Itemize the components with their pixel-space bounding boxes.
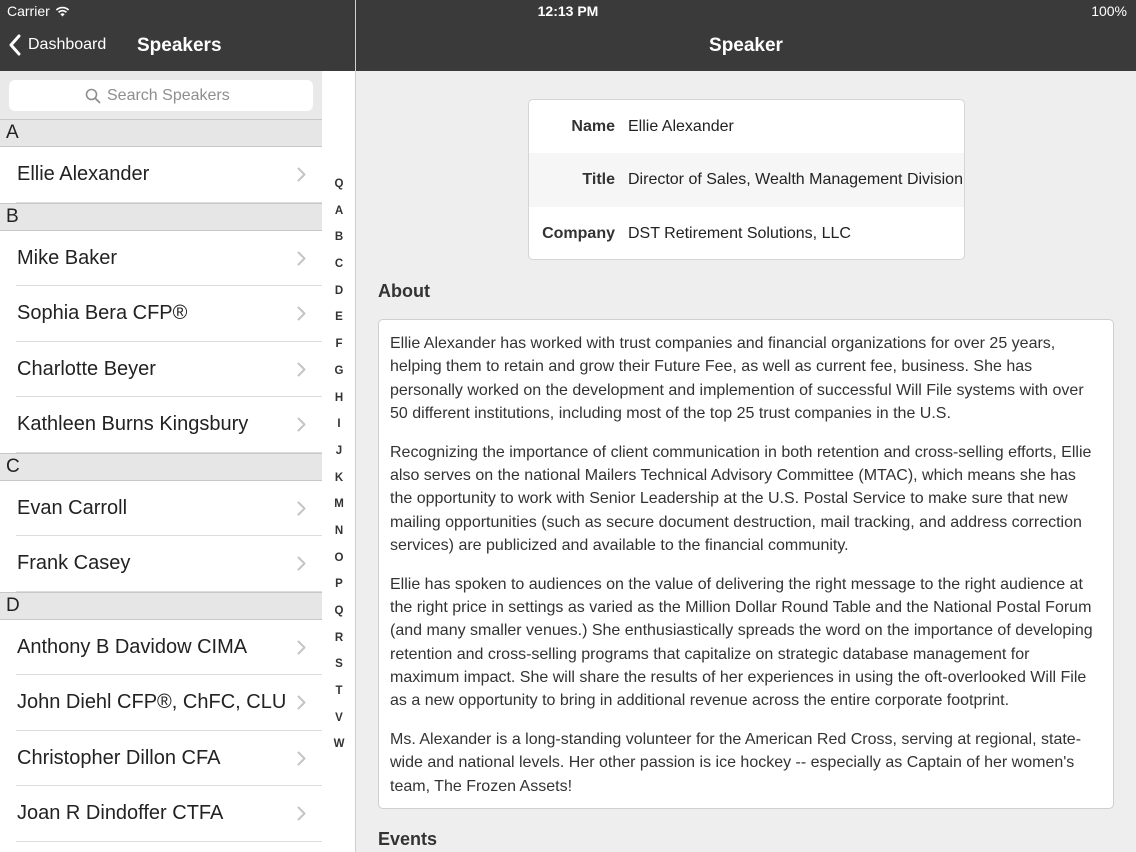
about-paragraph: Ellie has spoken to audiences on the value of delivering the right message to the right audience at the right price in settings as varied as the Million Dollar Round Table and the National Postal Forum (and many smaller venues.) She enthusiastically spreads the word on the importance of developing retention and cross-selling programs that capitalize on strategic database management for maximum impact. She will share the results of her experiences in using the oft-overlooked Will File as a new opportunity to bring in additional revenue across the entire corporate footprint.: [390, 575, 1093, 710]
name-label: Name: [571, 118, 615, 135]
speaker-list: [0, 119, 322, 842]
about-box: [378, 319, 1114, 809]
chevron-left-icon: [8, 34, 22, 56]
status-bar: [0, 0, 1136, 22]
speaker-row[interactable]: [0, 620, 322, 676]
chevron-right-icon: [297, 306, 306, 321]
index-letter[interactable]: E: [335, 311, 343, 324]
index-letter[interactable]: J: [335, 444, 343, 457]
index-letter[interactable]: M: [334, 498, 344, 511]
chevron-right-icon: [297, 362, 306, 377]
index-letter[interactable]: S: [335, 658, 343, 671]
master-nav-bar: [0, 22, 355, 71]
detail-nav-bar: [356, 22, 1136, 71]
section-header: C: [0, 453, 322, 481]
speaker-row[interactable]: [0, 675, 322, 731]
about-paragraph: Ellie Alexander has worked with trust companies and financial organizations for over 25 years, helping them to retain and grow their Future Fee, as well as current fee, business. She has personally worked on the development and implemention of successful Will File systems with over 50 different institutions, including most of the top 25 trust companies in the U.S.: [390, 335, 1084, 422]
speaker-detail: [356, 71, 1136, 852]
index-letter[interactable]: A: [334, 204, 344, 217]
title-row: [529, 153, 964, 206]
speaker-row[interactable]: [0, 481, 322, 537]
master-title: Speakers: [137, 35, 222, 56]
speaker-name: Evan Carroll: [17, 496, 128, 519]
index-letter[interactable]: Q: [334, 178, 344, 190]
chevron-right-icon: [297, 251, 306, 266]
index-letter[interactable]: T: [335, 685, 343, 698]
index-letter[interactable]: P: [335, 578, 343, 591]
chevron-right-icon: [297, 501, 306, 516]
speaker-row[interactable]: [0, 286, 322, 342]
company-value: DST Retirement Solutions, LLC: [628, 224, 851, 242]
index-letter[interactable]: I: [337, 418, 341, 431]
chevron-right-icon: [297, 556, 306, 571]
speaker-row[interactable]: [0, 536, 322, 592]
speaker-name: Frank Casey: [17, 552, 131, 574]
about-paragraph: Ms. Alexander is a long-standing volunteer for the American Red Cross, serving at regional, state-wide and national levels. Her other passion is ice hockey -- especially as Captain of her women's team, The Frozen Assets!: [390, 730, 1082, 795]
speaker-row[interactable]: [0, 231, 322, 287]
index-letter[interactable]: R: [334, 631, 344, 644]
chevron-right-icon: [297, 417, 306, 432]
search-icon: [85, 88, 101, 104]
chevron-right-icon: [297, 695, 306, 710]
speaker-row[interactable]: [0, 786, 322, 842]
battery-level: 100%: [1091, 3, 1127, 19]
row-separator: [16, 591, 322, 592]
about-paragraph: Recognizing the importance of client communication in both retention and cross-selling efforts, Ellie also serves on the national Mailers Technical Advisory Committee (MTAC), which means she has the opportunity to work with Senior Leadership at the U.S. Postal Service to make sure that new mailing opportunities (such as secure document destruction, mail tracking, and address correction services) are publicized and available to the financial community.: [390, 443, 1092, 554]
speaker-name: Ellie Alexander: [17, 163, 150, 185]
back-button[interactable]: [8, 34, 106, 56]
index-letter[interactable]: D: [334, 284, 344, 297]
speaker-name: Joan R Dindoffer CTFA: [17, 802, 224, 824]
section-header: A: [0, 119, 322, 147]
title-label: Title: [582, 171, 615, 189]
index-letter[interactable]: K: [334, 471, 344, 484]
speaker-row[interactable]: [0, 731, 322, 787]
speaker-row[interactable]: [0, 342, 322, 398]
chevron-right-icon: [297, 167, 306, 182]
row-separator: [16, 841, 322, 842]
section-header: D: [0, 592, 322, 620]
carrier-label: Carrier: [7, 3, 50, 19]
about-heading: About: [378, 281, 430, 301]
title-value: Director of Sales, Wealth Management Division: [628, 171, 963, 189]
index-letter[interactable]: N: [334, 524, 344, 537]
company-row: [529, 207, 964, 260]
index-letter[interactable]: Q: [334, 605, 344, 617]
speaker-name: Anthony B Davidow CIMA: [17, 635, 248, 658]
speaker-row[interactable]: [0, 147, 322, 203]
speaker-name: Sophia Bera CFP®: [17, 302, 188, 324]
row-separator: [16, 202, 322, 203]
index-letter[interactable]: H: [334, 391, 344, 404]
chevron-right-icon: [297, 640, 306, 655]
speaker-info-card: [528, 99, 965, 260]
speaker-name: Mike Baker: [17, 246, 118, 269]
index-letter[interactable]: O: [334, 551, 344, 564]
back-button-label: Dashboard: [28, 36, 107, 53]
status-time: 12:13 PM: [537, 3, 599, 19]
search-input[interactable]: [107, 87, 237, 105]
index-letter[interactable]: C: [334, 258, 344, 271]
company-label: Company: [542, 224, 615, 242]
chevron-right-icon: [297, 751, 306, 766]
section-index[interactable]: [326, 171, 352, 758]
name-row: [529, 100, 964, 153]
search-bar: [0, 71, 322, 119]
name-value: Ellie Alexander: [628, 118, 734, 135]
speaker-list-panel: [0, 71, 355, 852]
speaker-name: John Diehl CFP®, ChFC, CLU: [17, 691, 287, 713]
index-letter[interactable]: G: [334, 364, 344, 377]
speaker-row[interactable]: [0, 397, 322, 453]
row-separator: [16, 452, 322, 453]
section-header: B: [0, 203, 322, 231]
index-letter[interactable]: B: [334, 231, 344, 244]
events-heading: Events: [378, 829, 438, 849]
speaker-name: Charlotte Beyer: [17, 357, 156, 380]
search-field[interactable]: [9, 80, 313, 111]
index-letter[interactable]: W: [333, 738, 345, 751]
chevron-right-icon: [297, 806, 306, 821]
index-letter[interactable]: V: [335, 711, 343, 724]
speaker-name: Kathleen Burns Kingsbury: [17, 413, 249, 435]
detail-title: Speaker: [709, 35, 783, 56]
index-letter[interactable]: F: [335, 338, 343, 351]
speaker-name: Christopher Dillon CFA: [17, 746, 221, 769]
